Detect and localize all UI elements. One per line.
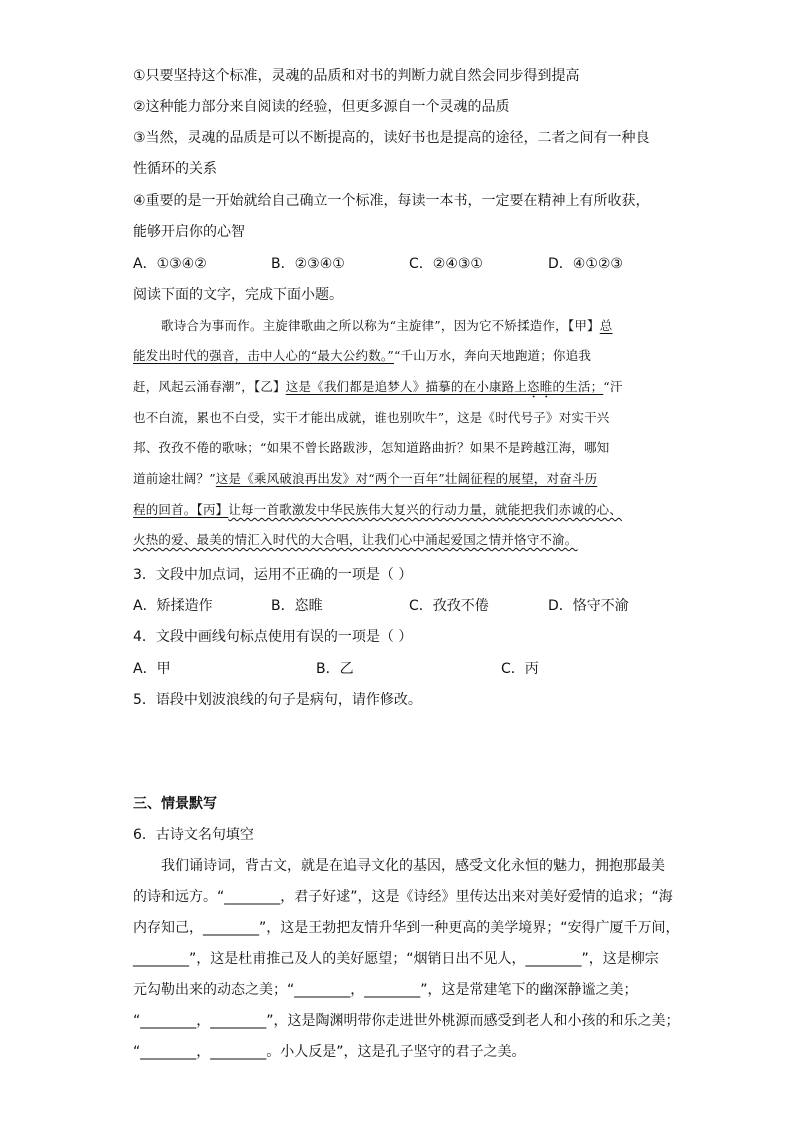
wavy-underlined-text: 让每一首歌激发中华民族伟大复兴的行动力量，就能把我们赤诚的心、	[228, 502, 623, 517]
underlined-text: 这是《乘风破浪再出发》对“两个一百年”壮阔征程的展望，对奋斗历	[215, 471, 598, 486]
option-b: B．②③④①	[271, 256, 345, 272]
passage-line-8	[133, 530, 578, 550]
q3-option-d: D．恪守不渝	[548, 598, 629, 614]
item-3-line-2: 性循环的关系	[133, 161, 217, 177]
passage-line-6	[133, 469, 597, 489]
q3-option-a: A．矫揉造作	[133, 598, 213, 614]
item-1: ①只要坚持这个标准，灵魂的品质和对书的判断力就自然会同步得到提高	[133, 68, 580, 84]
underlined-text: 这是《我们都是追梦人》描摹的在小康路上	[285, 379, 528, 394]
q6-line-4: ________”，这是杜甫推己及人的美好愿望；“烟销日出不见人，________”，这是柳宗	[133, 951, 659, 967]
q4-option-a: A．甲	[133, 661, 171, 677]
item-4-line-1: ④重要的是一开始就给自己确立一个标准，每读一本书，一定要在精神上有所收获，	[133, 193, 650, 209]
dotted-word: 恣睢	[527, 379, 553, 394]
q4-option-b: B．乙	[316, 661, 354, 677]
passage-line-4: 也不白流，累也不白受，实干才能出成就，谁也别吹牛”，这是《时代号子》对实干兴	[133, 410, 610, 425]
passage-text: 赶，风起云涌春潮”，【乙】	[133, 379, 286, 394]
q6-line-3: 内存知己，________”，这是王勃把友情升华到一种更高的美学境界；“安得广厦千万间，	[133, 920, 680, 936]
item-3-line-1: ③当然，灵魂的品质是可以不断提高的，读好书也是提高的途径，二者之间有一种良	[133, 130, 650, 146]
q6-line-6: “________，________”，这是陶渊明带你走进世外桃源而感受到老人和小孩的和乐之美；	[133, 1013, 680, 1029]
q3-option-b: B．恣睢	[271, 598, 323, 614]
passage-line-5: 邦、孜孜不倦的歌咏；“如果不曾长路跋涉，怎知道路曲折？如果不是跨越江海，哪知	[133, 440, 610, 455]
underlined-text: 总	[599, 318, 613, 333]
q6-line-1: 我们诵诗词，背古文，就是在追寻文化的基因，感受文化永恒的魅力，拥抱那最美	[161, 858, 665, 874]
question-6-stem: 6．古诗文名句填空	[133, 827, 254, 843]
passage-line-2	[133, 346, 591, 366]
section-title: 三、情景默写	[133, 796, 217, 812]
question-4-stem: 4．文段中画线句标点使用有误的一项是（ ）	[133, 629, 413, 645]
underlined-text: 程的回首。【丙】	[133, 502, 229, 517]
passage-line-3	[133, 377, 623, 401]
question-5-stem: 5．语段中划波浪线的句子是病句，请作修改。	[133, 692, 422, 708]
q6-line-7: “________，________。小人反是”，这是孔子坚守的君子之美。	[133, 1044, 526, 1060]
question-3-stem: 3．文段中加点词，运用不正确的一项是（ ）	[133, 567, 413, 583]
reading-prompt: 阅读下面的文字，完成下面小题。	[133, 287, 343, 303]
passage-text: 道前途壮阔？”	[133, 471, 216, 486]
item-2: ②这种能力部分来自阅读的经验，但更多源自一个灵魂的品质	[133, 99, 510, 115]
q3-option-c: C．孜孜不倦	[409, 598, 489, 614]
q6-line-5: 元勾勒出来的动态之美；“________，________”，这是常建笔下的幽深静谧之美；	[133, 982, 638, 998]
q6-line-2: 的诗和远方。“________，君子好逑”，这是《诗经》里传达出来对美好爱情的追求；“海	[133, 889, 673, 905]
underlined-text: 的生活；	[552, 379, 604, 394]
underlined-text: 能发出时代的强音，击中人心的“最大公约数。”	[133, 348, 394, 363]
passage-text: 歌诗合为事而作。主旋律歌曲之所以称为“主旋律”，因为它不矫揉造作，【甲】	[161, 318, 600, 333]
passage-text: “汗	[603, 379, 623, 394]
passage-line-7	[133, 500, 622, 520]
passage-text: “千山万水，奔向天地跑道；你追我	[393, 348, 592, 363]
passage-line-1	[161, 316, 612, 336]
item-4-line-2: 能够开启你的心智	[133, 224, 245, 240]
option-d: D．④①②③	[548, 256, 623, 272]
option-c: C．②④③①	[409, 256, 483, 272]
wavy-underlined-text: 火热的爱、最美的情汇入时代的大合唱，让我们心中涌起爱国之情并恪守不渝。	[133, 532, 578, 547]
option-a: A．①③④②	[133, 256, 207, 272]
q4-option-c: C．丙	[501, 661, 539, 677]
